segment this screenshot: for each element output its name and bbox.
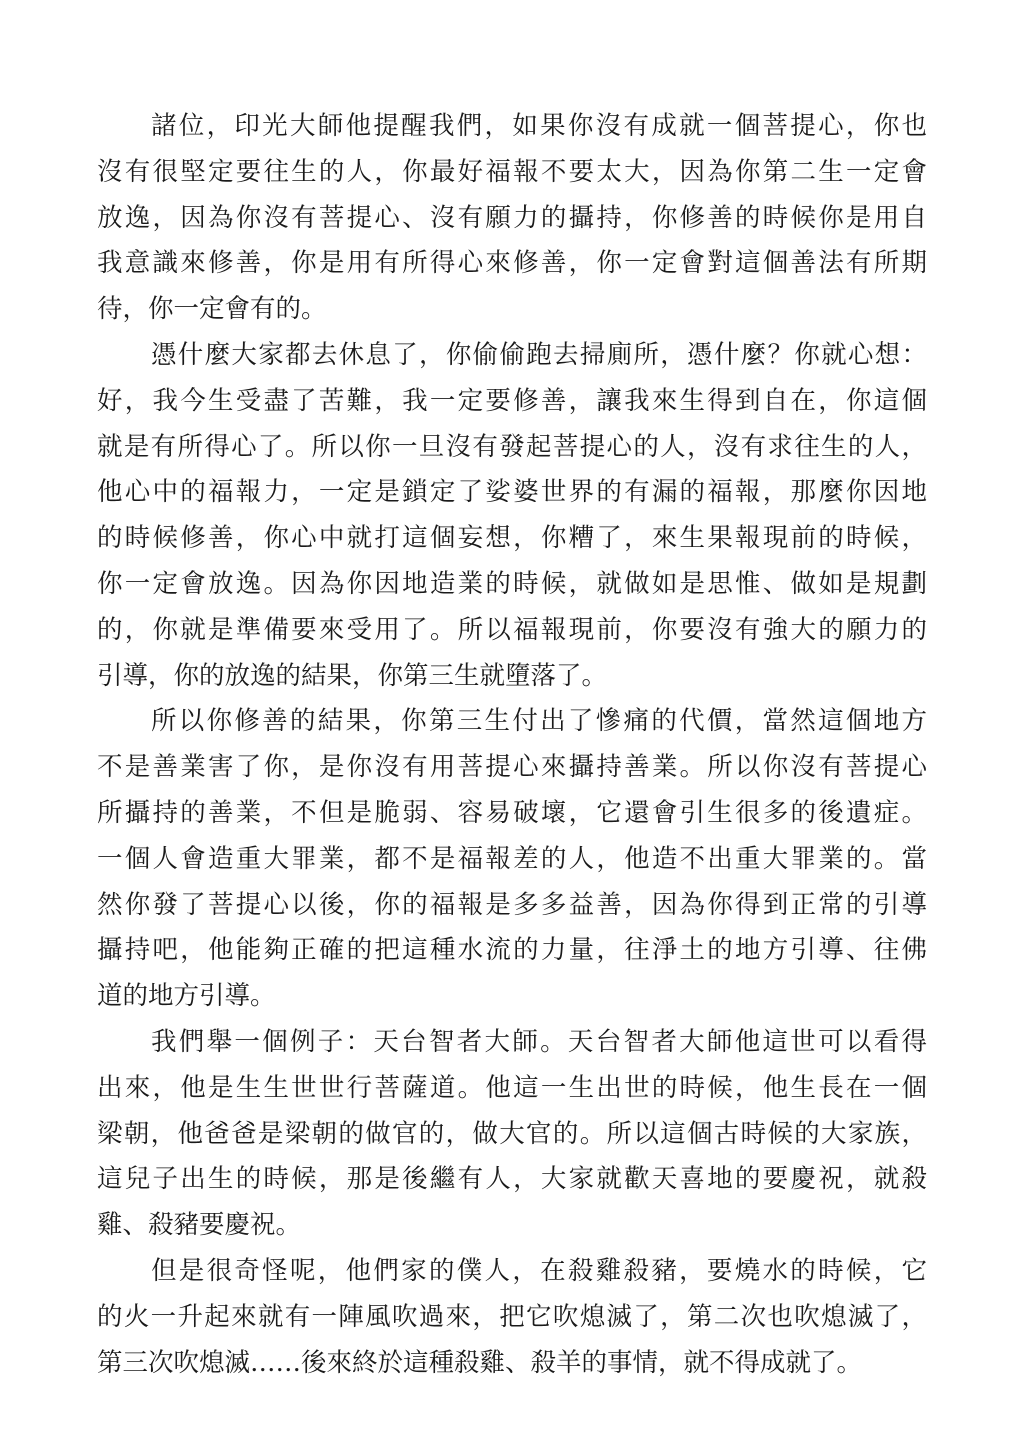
paragraph-4 [97,1020,927,1249]
text-line: 所以你修善的結果，你第三生付出了慘痛的代價，當然這個地方 [151,706,927,737]
paragraph-2 [97,333,927,699]
text-line: 一個人會造重大罪業，都不是福報差的人，他造不出重大罪業的。當 [97,843,927,874]
text-line: 就是有所得心了。所以你一旦沒有發起菩提心的人，沒有求往生的人， [97,431,927,462]
text-line: 道的地方引導。 [97,981,276,1012]
text-line: 好，我今生受盡了苦難，我一定要修善，讓我來生得到自在，你這個 [97,385,927,416]
text-line: 的時候修善，你心中就打這個妄想，你糟了，來生果報現前的時候， [97,523,927,554]
text-line: 第三次吹熄滅……後來終於這種殺雞、殺羊的事情，就不得成就了。 [97,1347,863,1378]
paragraph-5 [97,1249,927,1386]
text-line: 憑什麼大家都去休息了，你偷偷跑去掃廁所，憑什麼？你就心想： [151,339,927,370]
text-line: 我們舉一個例子：天台智者大師。天台智者大師他這世可以看得 [151,1026,927,1057]
text-line: 他心中的福報力，一定是鎖定了娑婆世界的有漏的福報，那麼你因地 [97,477,927,508]
text-line: 這兒子出生的時候，那是後繼有人，大家就歡天喜地的要慶祝，就殺 [97,1164,927,1195]
paragraph-3 [97,699,927,1020]
text-line: 我意識來修善，你是用有所得心來修善，你一定會對這個善法有所期 [97,248,927,279]
text-line: 不是善業害了你，是你沒有用菩提心來攝持善業。所以你沒有菩提心 [97,752,927,783]
text-line: 攝持吧，他能夠正確的把這種水流的力量，往淨土的地方引導、往佛 [97,935,927,966]
text-line: 的火一升起來就有一陣風吹過來，把它吹熄滅了，第二次也吹熄滅了， [97,1301,927,1332]
text-line: 但是很奇怪呢，他們家的僕人，在殺雞殺豬，要燒水的時候，它 [151,1255,927,1286]
text-line: 出來，他是生生世世行菩薩道。他這一生出世的時候，他生長在一個 [97,1072,927,1103]
text-line: 待，你一定會有的。 [97,294,327,325]
text-line: 諸位，印光大師他提醒我們，如果你沒有成就一個菩提心，你也 [151,111,927,141]
text-line: 沒有很堅定要往生的人，你最好福報不要太大，因為你第二生一定會 [97,156,927,187]
text-line: 所攝持的善業，不但是脆弱、容易破壞，它還會引生很多的後遺症。 [97,797,927,828]
text-line: 引導，你的放逸的結果，你第三生就墮落了。 [97,660,608,691]
text-line: 梁朝，他爸爸是梁朝的做官的，做大官的。所以這個古時候的大家族， [97,1118,927,1149]
document-body [97,104,927,1386]
text-line: 放逸，因為你沒有菩提心、沒有願力的攝持，你修善的時候你是用自 [97,202,927,233]
text-line: 然你發了菩提心以後，你的福報是多多益善，因為你得到正常的引導 [97,889,927,920]
text-line: 的，你就是準備要來受用了。所以福報現前，你要沒有強大的願力的 [97,614,927,645]
text-line: 你一定會放逸。因為你因地造業的時候，就做如是思惟、做如是規劃 [97,568,927,599]
text-line: 雞、殺豬要慶祝。 [97,1210,302,1241]
paragraph-1 [97,104,927,333]
